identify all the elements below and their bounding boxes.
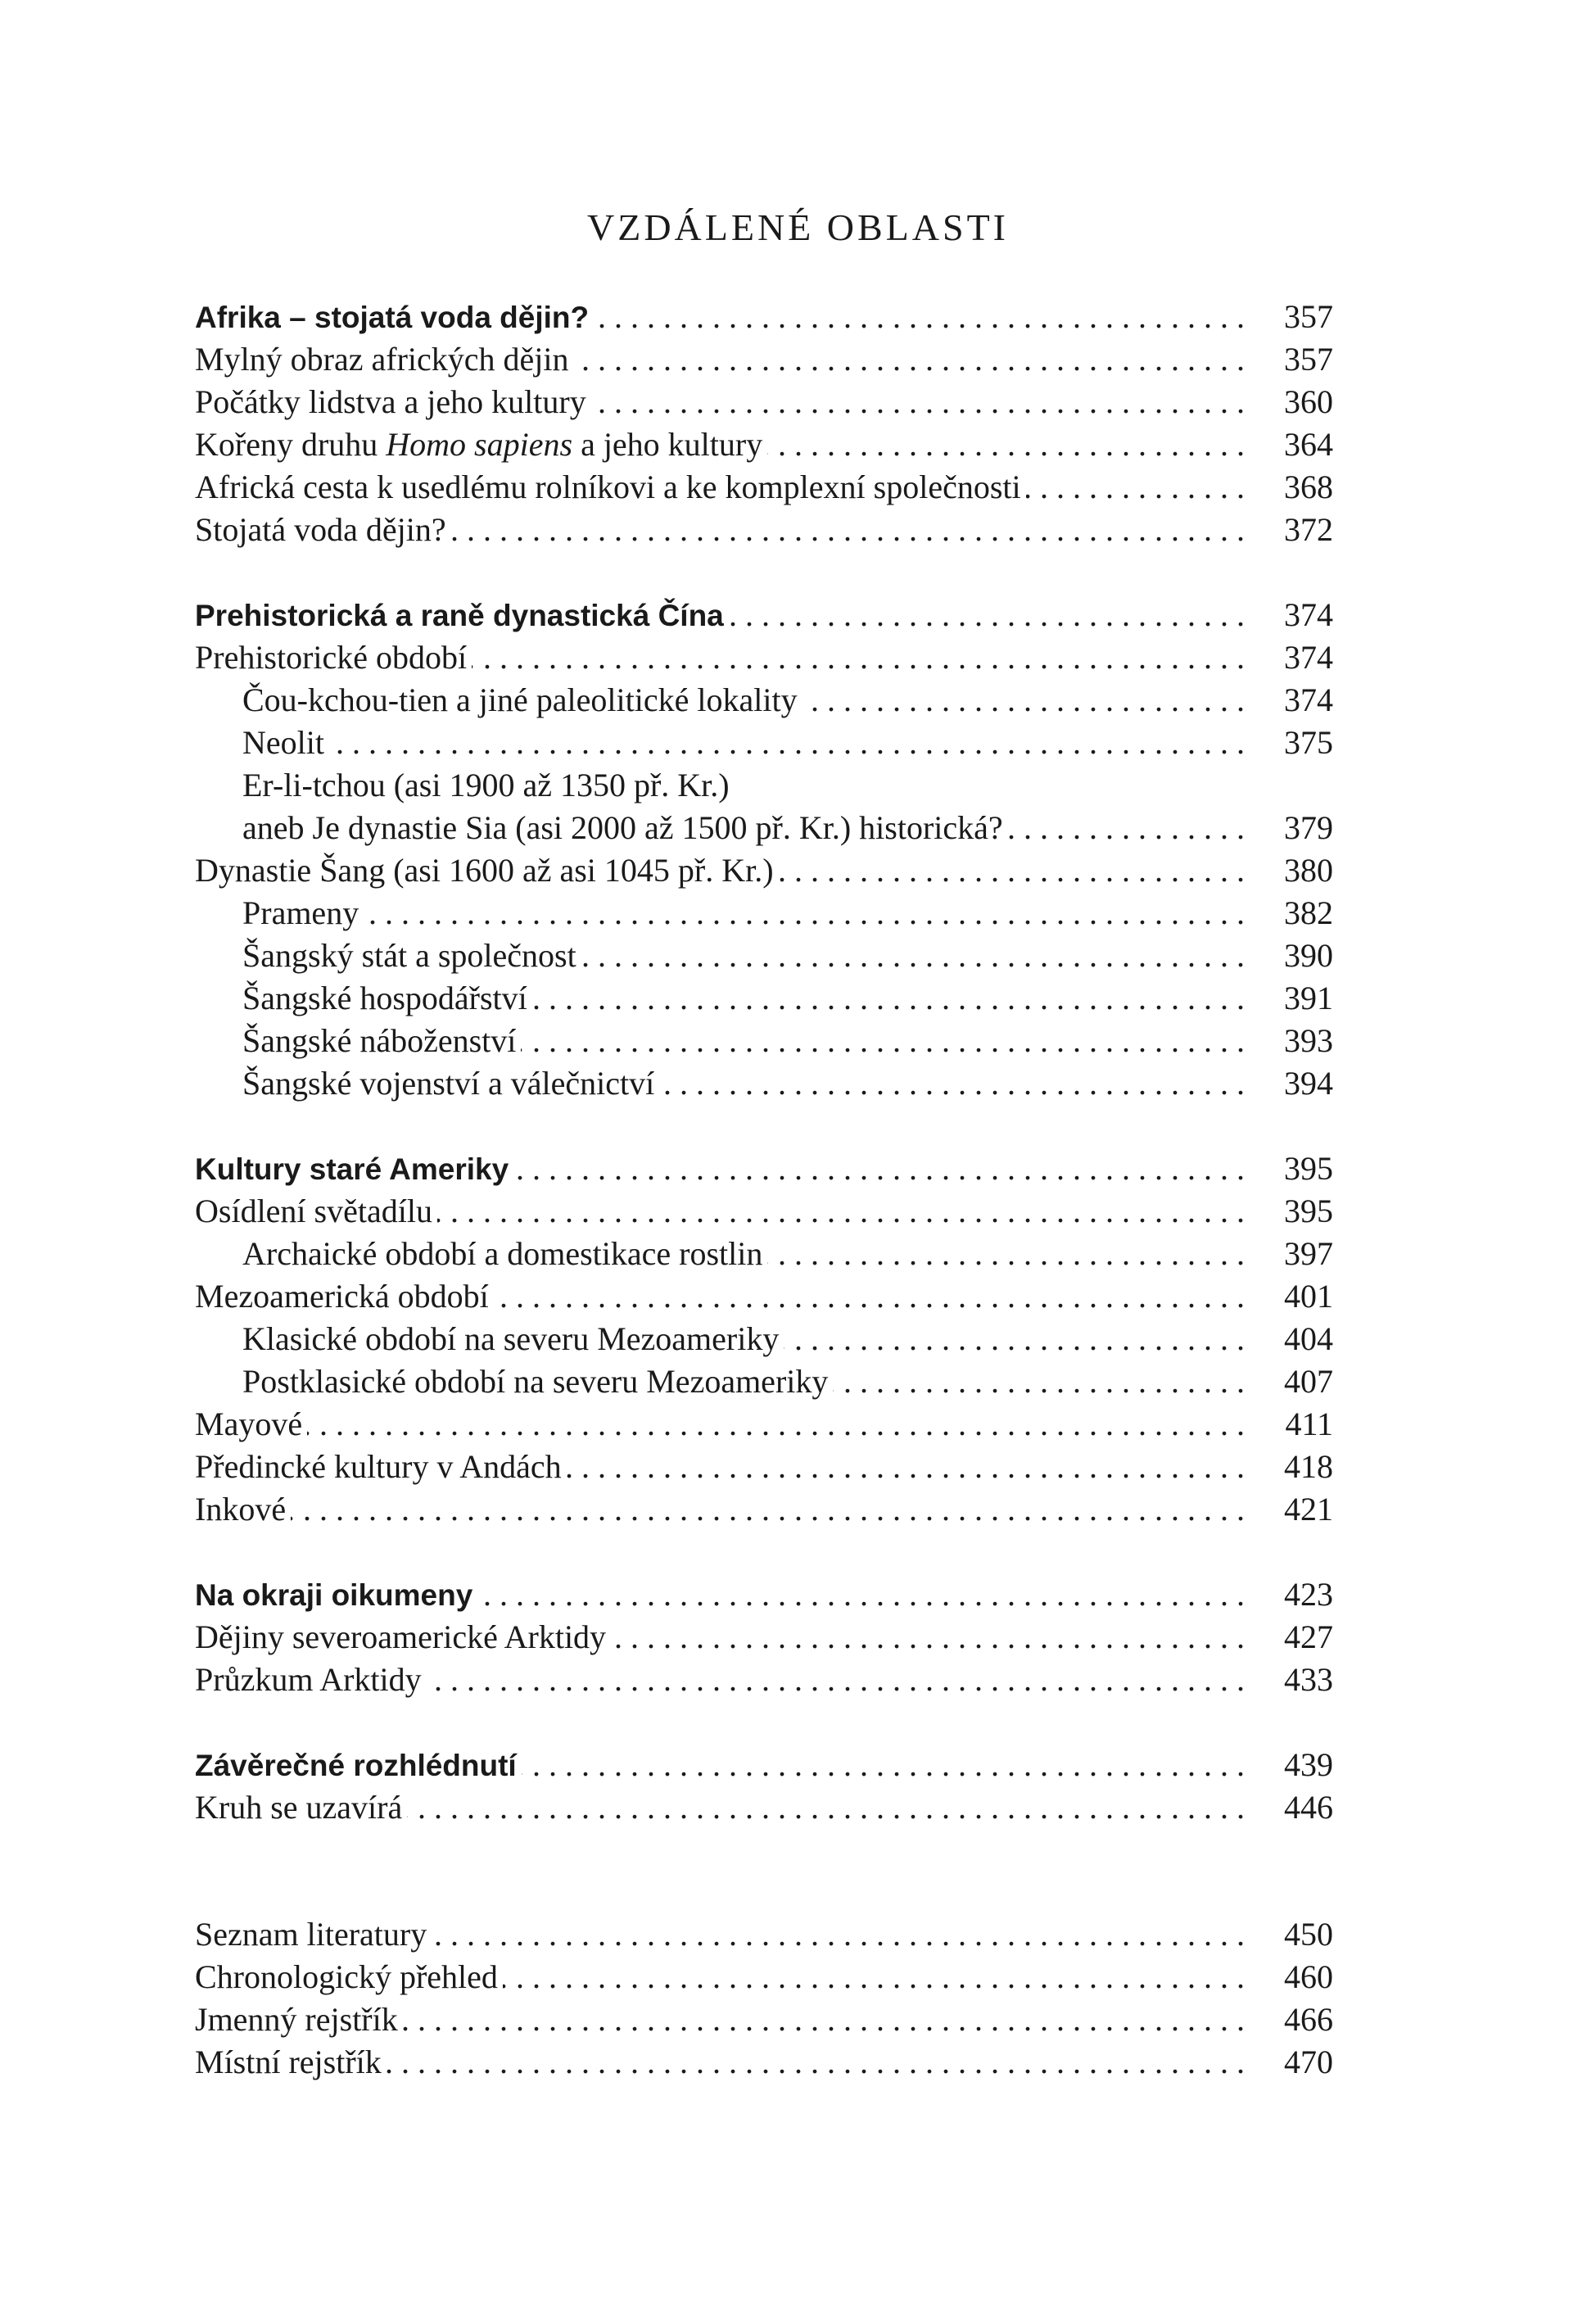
toc-subentry xyxy=(195,1360,1333,1403)
toc-entry-label: Er-li-tchou (asi 1900 až 1350 př. Kr.) xyxy=(242,767,735,803)
toc-page-number: 404 xyxy=(1259,1318,1333,1360)
toc-entry-label: Závěrečné rozhlédnutí xyxy=(195,1749,522,1782)
toc-entry-label: Prameny xyxy=(242,894,364,931)
toc-entry-label: Afrika – stojatá voda dějin? xyxy=(195,301,594,334)
toc-entry-label: Prehistorické období xyxy=(195,639,472,676)
toc-subentry xyxy=(195,1062,1333,1105)
toc-entry-label: Na okraji oikumeny xyxy=(195,1578,477,1612)
toc-entry-label: Africká cesta k usedlému rolníkovi a ke komplexní společnosti xyxy=(195,468,1026,505)
toc-page-number: 374 xyxy=(1259,679,1333,722)
toc-page-number: 372 xyxy=(1259,509,1333,551)
dot-leader xyxy=(242,892,1245,935)
toc-entry-label: Inkové xyxy=(195,1491,291,1528)
toc-page-number: 380 xyxy=(1259,849,1333,892)
toc-entry xyxy=(195,381,1333,423)
toc-entry-label: Šangský stát a společnost xyxy=(242,937,581,974)
toc-entry xyxy=(195,466,1333,509)
toc-entry xyxy=(195,849,1333,892)
toc-entry-label: Klasické období na severu Mezoameriky xyxy=(242,1320,784,1357)
toc-page-number: 433 xyxy=(1259,1659,1333,1701)
toc-section xyxy=(195,1147,1333,1531)
toc-entry-label: Osídlení světadílu xyxy=(195,1193,437,1229)
toc-entry xyxy=(195,509,1333,551)
toc-chapter-heading xyxy=(195,1573,1333,1616)
toc-entry xyxy=(195,636,1333,679)
toc-page-number: 427 xyxy=(1259,1616,1333,1659)
toc-page-number: 393 xyxy=(1259,1020,1333,1062)
dot-leader xyxy=(242,722,1245,764)
toc-page-number: 421 xyxy=(1259,1488,1333,1531)
dot-leader xyxy=(195,1488,1245,1531)
toc-chapter-heading xyxy=(195,1744,1333,1786)
toc-entry-label: Seznam literatury xyxy=(195,1916,432,1953)
toc-page-number: 364 xyxy=(1259,423,1333,466)
toc-entry-label: Prehistorická a raně dynastická Čína xyxy=(195,599,729,632)
toc-page-number: 360 xyxy=(1259,381,1333,423)
toc-section-back-matter xyxy=(195,1913,1333,2084)
toc-entry xyxy=(195,1488,1333,1531)
toc-subentry xyxy=(195,892,1333,935)
toc-entry xyxy=(195,1190,1333,1233)
toc-section xyxy=(195,1573,1333,1701)
toc-entry-label: Šangské hospodářství xyxy=(242,980,532,1016)
toc-entry-label: Mayové xyxy=(195,1405,307,1442)
toc-entry-label: Jmenný rejstřík xyxy=(195,2001,403,2038)
toc-page-number: 391 xyxy=(1259,977,1333,1020)
toc-page-number: 401 xyxy=(1259,1275,1333,1318)
toc-page-number: 439 xyxy=(1259,1744,1333,1786)
toc-entry-label: Postklasické období na severu Mezoameriky xyxy=(242,1363,833,1400)
toc-entry-label: Počátky lidstva a jeho kultury xyxy=(195,383,591,420)
toc-subentry xyxy=(195,807,1333,849)
toc-entry-label: aneb Je dynastie Sia (asi 2000 až 1500 př. Kr.) historická? xyxy=(242,809,1008,846)
toc-page-number: 357 xyxy=(1259,338,1333,381)
toc-page-number: 466 xyxy=(1259,1998,1333,2041)
toc-subentry xyxy=(195,935,1333,977)
page-title: VZDÁLENÉ OBLASTI xyxy=(587,206,1009,248)
toc-page-number: 368 xyxy=(1259,466,1333,509)
toc-entry-label: Průzkum Arktidy xyxy=(195,1661,427,1698)
toc-page-number: 450 xyxy=(1259,1913,1333,1956)
toc-entry-label: Předincké kultury v Andách xyxy=(195,1448,567,1485)
toc-entry xyxy=(195,1446,1333,1488)
toc-page-number: 390 xyxy=(1259,935,1333,977)
toc-entry xyxy=(195,1659,1333,1701)
toc-page-number: 397 xyxy=(1259,1233,1333,1275)
toc-page-number: 374 xyxy=(1259,594,1333,636)
toc-section xyxy=(195,594,1333,1105)
toc-page-number: 418 xyxy=(1259,1446,1333,1488)
toc-page-number: 379 xyxy=(1259,807,1333,849)
toc-page-number: 407 xyxy=(1259,1360,1333,1403)
toc-entry xyxy=(195,1403,1333,1446)
toc-page-number: 382 xyxy=(1259,892,1333,935)
toc-entry-label: Dynastie Šang (asi 1600 až asi 1045 př. Kr.) xyxy=(195,852,779,889)
toc-entry-label: Kořeny druhu Homo sapiens a jeho kultury xyxy=(195,426,767,463)
toc-entry-label: Čou-kchou-tien a jiné paleolitické lokality xyxy=(242,681,803,718)
table-of-contents xyxy=(195,296,1333,2084)
toc-entry xyxy=(195,1956,1333,1998)
toc-entry-label: Dějiny severoamerické Arktidy xyxy=(195,1618,611,1655)
toc-subentry xyxy=(195,1020,1333,1062)
toc-entry-label: Šangské vojenství a válečnictví xyxy=(242,1065,659,1102)
toc-entry xyxy=(195,2041,1333,2084)
toc-section xyxy=(195,296,1333,551)
toc-page-number: 357 xyxy=(1259,296,1333,338)
toc-section xyxy=(195,1744,1333,1829)
toc-entry-label: Kultury staré Ameriky xyxy=(195,1152,513,1186)
toc-entry-label: Archaické období a domestikace rostlin xyxy=(242,1235,767,1272)
toc-entry xyxy=(195,1913,1333,1956)
toc-page-number: 411 xyxy=(1259,1403,1333,1446)
toc-entry-label: Místní rejstřík xyxy=(195,2044,387,2080)
toc-entry xyxy=(195,338,1333,381)
toc-entry xyxy=(195,1616,1333,1659)
toc-page-number: 423 xyxy=(1259,1573,1333,1616)
toc-page-number: 375 xyxy=(1259,722,1333,764)
toc-subentry xyxy=(195,764,1333,807)
toc-entry xyxy=(195,1998,1333,2041)
toc-page-number: 446 xyxy=(1259,1786,1333,1829)
toc-entry-label: Šangské náboženství xyxy=(242,1022,521,1059)
toc-page-number: 374 xyxy=(1259,636,1333,679)
toc-entry xyxy=(195,1275,1333,1318)
toc-entry-label: Chronologický přehled xyxy=(195,1958,503,1995)
toc-subentry xyxy=(195,679,1333,722)
toc-chapter-heading xyxy=(195,1147,1333,1190)
toc-entry-label: Stojatá voda dějin? xyxy=(195,511,451,548)
toc-entry-label: Mezoamerická období xyxy=(195,1278,494,1315)
toc-page-number: 460 xyxy=(1259,1956,1333,1998)
toc-entry xyxy=(195,423,1333,466)
toc-page-number: 395 xyxy=(1259,1190,1333,1233)
toc-chapter-heading xyxy=(195,594,1333,636)
toc-entry-label: Kruh se uzavírá xyxy=(195,1789,407,1826)
toc-page-number: 394 xyxy=(1259,1062,1333,1105)
toc-subentry xyxy=(195,1233,1333,1275)
toc-page-number: 470 xyxy=(1259,2041,1333,2084)
toc-subentry xyxy=(195,1318,1333,1360)
toc-entry-label: Mylný obraz afrických dějin xyxy=(195,341,574,378)
toc-subentry xyxy=(195,722,1333,764)
toc-page-number: 395 xyxy=(1259,1147,1333,1190)
toc-entry-label: Neolit xyxy=(242,724,329,761)
toc-subentry xyxy=(195,977,1333,1020)
dot-leader xyxy=(195,1403,1245,1446)
toc-entry xyxy=(195,1786,1333,1829)
toc-chapter-heading xyxy=(195,296,1333,338)
